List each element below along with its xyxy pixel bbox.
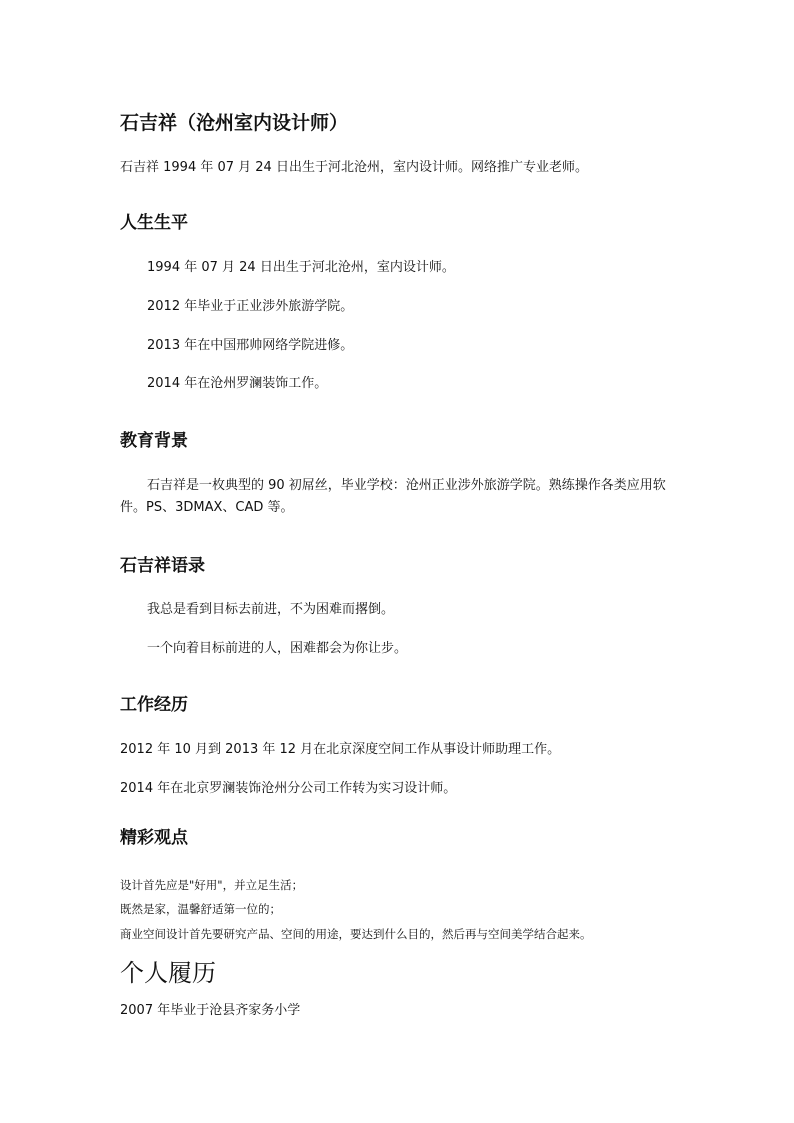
life-item: 2014 年在沧州罗澜装饰工作。 bbox=[147, 376, 328, 391]
view-item: 商业空间设计首先要研究产品、空间的用途，要达到什么目的，然后再与空间美学结合起来。 bbox=[120, 927, 592, 941]
education-paragraph: 石吉祥是一枚典型的 90 初屌丝，毕业学校：沧州正业涉外旅游学院。熟练操作各类应用软件。PS、3DMAX、CAD 等。 bbox=[120, 478, 666, 515]
resume-item: 2007 年毕业于沧县齐家务小学 bbox=[120, 1003, 301, 1018]
view-item: 既然是家，温馨舒适第一位的； bbox=[120, 902, 281, 916]
views-heading: 精彩观点 bbox=[120, 828, 188, 848]
life-item: 1994 年 07 月 24 日出生于河北沧州，室内设计师。 bbox=[147, 260, 455, 275]
page-title: 石吉祥（沧州室内设计师） bbox=[120, 112, 349, 134]
resume-heading: 个人履历 bbox=[120, 959, 216, 987]
quotes-heading: 石吉祥语录 bbox=[120, 556, 205, 576]
quote-item: 一个向着目标前进的人，困难都会为你让步。 bbox=[147, 641, 408, 656]
view-item: 设计首先应是"好用"，并立足生活； bbox=[120, 878, 304, 892]
education-heading: 教育背景 bbox=[120, 431, 188, 451]
life-item: 2013 年在中国邢帅网络学院进修。 bbox=[147, 338, 354, 353]
work-heading: 工作经历 bbox=[120, 695, 188, 715]
quote-item: 我总是看到目标去前进，不为困难而撂倒。 bbox=[147, 602, 395, 617]
work-item: 2014 年在北京罗澜装饰沧州分公司工作转为实习设计师。 bbox=[120, 781, 457, 796]
life-item: 2012 年毕业于正业涉外旅游学院。 bbox=[147, 299, 354, 314]
intro-paragraph: 石吉祥 1994 年 07 月 24 日出生于河北沧州，室内设计师。网络推广专业老师。 bbox=[120, 160, 588, 175]
work-item: 2012 年 10 月到 2013 年 12 月在北京深度空间工作从事设计师助理工作。 bbox=[120, 742, 561, 757]
life-heading: 人生生平 bbox=[120, 213, 188, 233]
